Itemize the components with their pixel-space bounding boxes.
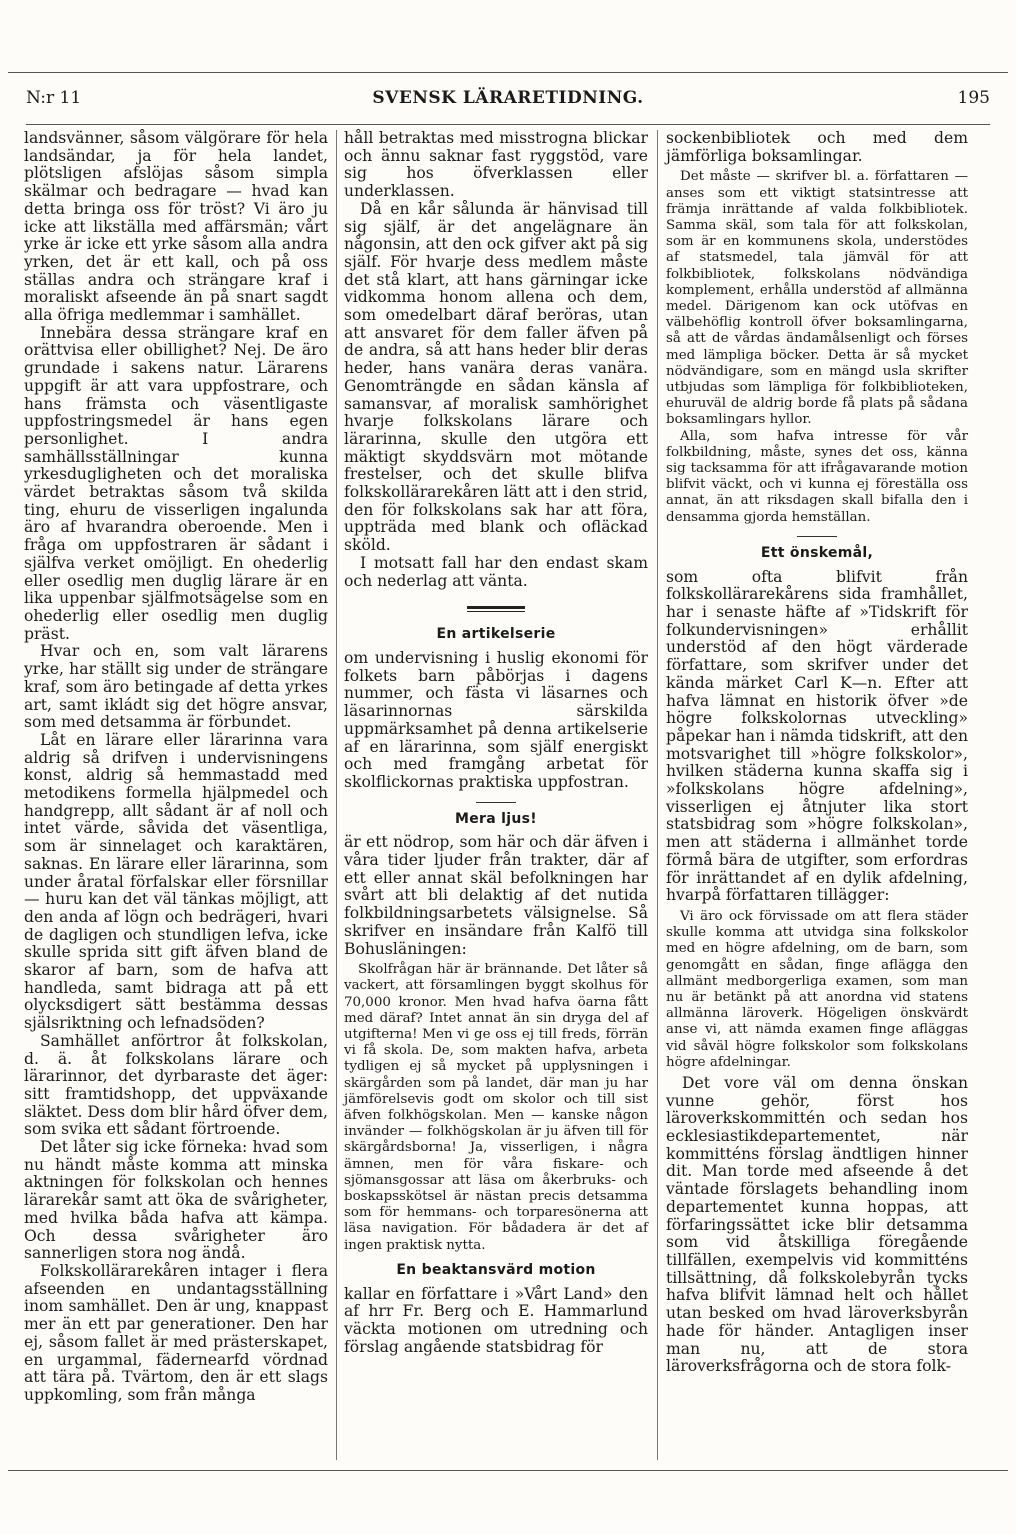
paragraph: Det vore väl om denna önskan vunne gehör, först hos läroverkskommittén och sedan hos ecklesiastikdepartementet, när kommitténs förslag ändtligen hinner dit. Man torde med afseende å det väntade förslagets behandling inom departementet kunna hoppas, att förfaringssättet icke blir detsamma som vid åtskilliga föregående tillfällen, exempelvis vid kommitténs tillsättning, då folkskolebyrån tycks hafva blifvit lämnad helt och hållet utan besked om hvad läroverksbyrån hade för händer. Antagligen inser man nu, att de stora läroverksfrågorna och de stora folk-: [666, 1073, 968, 1376]
quote-block: [666, 169, 968, 525]
page-header: [26, 88, 990, 114]
quote-block: [344, 962, 648, 1254]
article-series-text: om undervisning i huslig ekonomi för folkets barn påbörjas i dagens nummer, och fästa vi läsarnes och läsarinnornas särskilda uppmärksamhet på denna artikelserie af en lärarinna, som själf energiskt och med framgång arbetat för skolflickornas praktiska uppfostran.: [344, 648, 648, 791]
paragraph: Det låter sig icke förneka: hvad som nu händt måste komma att minska aktningen för folkskolan och hennes lärarekår samt att öka de svårigheter, med hvilka båda hafva att kämpa. Och dessa svårigheter äro sannerligen stora nog ändå.: [24, 1138, 328, 1263]
newspaper-title: SVENSK LÄRARETIDNING.: [372, 88, 644, 108]
paragraph: håll betraktas med misstrogna blickar och ännu saknar fast ryggstöd, vare sig hos öfverklassen eller underklassen.: [344, 129, 648, 201]
quote-text: Vi äro ock förvissade om att flera städer skulle komma att utvidga sina folkskolor med en högre afdelning, om de barn, som genomgått en sådan, finge aflägga den allmänt medborgerliga examen, som man nu är betänkt på att anordna vid statens allmänna läroverk. Högeligen önskvärdt anse vi, att nämda examen finge afläggas vid såväl högre folkskolor som folkskolans högre afdelningar.: [666, 908, 968, 1070]
paragraph: Samhället anförtror åt folkskolan, d. ä. åt folkskolans lärare och lärarinnor, det dyrbaraste det äger: sitt framtidshopp, det uppväxande släktet. Dess dom blir hård öfver dem, som svika ett sådant förtroende.: [24, 1031, 328, 1139]
motion-heading: En beaktansvärd motion: [396, 1261, 596, 1278]
page-number: 195: [957, 88, 990, 108]
column-1: [24, 130, 328, 1405]
paragraph: Låt en lärare eller lärarinna vara aldrig så drifven i undervisningens konst, aldrig så hemmastadd med metodikens formella hjälpmedel och handgrepp, allt sådant är af noll och intet värde, såvida det väsentliga, som är sinnelaget och karaktären, saknas. En lärare eller lärarinna, som under åratal förfalskar eller försnillar — huru kan det väl tänkas möjligt, att den anda af lögn och bedrägeri, hvari de dagligen och stundligen lefva, icke skulle sprida sitt gift äfven bland de skaror af barn, som de hafva att handleda, samt bidraga att på ett olycksdigert sätt bestämma dessas själsriktning och lefnadsöden?: [24, 730, 328, 1033]
quote-block: [666, 909, 968, 1071]
paragraph: Hvar och en, som valt lärarens yrke, har ställt sig under de strängare kraf, som äro betingade af detta yrkes art, samt ikládt sig det högre ansvar, som med detsamma är förbundet.: [24, 642, 328, 732]
column-divider: [657, 130, 658, 1460]
section-divider: [467, 606, 525, 612]
header-rule: [26, 124, 990, 125]
more-light-text: är ett nödrop, som här och där äfven i våra tider ljuder från trakter, där af ett eller annat skäl befolkningen har svårt att bli delaktig af det nutida folkbildningsarbetets välsignelse. Så skrifver en insändare från Kalfö till Bohusläningen:: [344, 833, 648, 958]
paragraph: sockenbibliotek och med dem jämförliga boksamlingar.: [666, 129, 968, 165]
column-3: [666, 130, 968, 1376]
article-series-heading: En artikelserie: [436, 626, 556, 643]
top-rule: [8, 72, 1008, 73]
quote-text: Skolfrågan här är brännande. Det låter så vackert, att församlingen byggt skolhus för 70,000 kronor. Men hvad hafva öarna fått med däraf? Intet annat än sin dryga del af utgifterna! Men vi ge oss ej till freds, förrän vi få skola. De, som makten hafva, arbeta tydligen ej så mycket på upplysningen i skärgården som på landet, där man ju har jämförelsevis godt om skolor och till sist äfven folkhögskolan. Men — kanske någon invänder — folkhögskolan är ju äfven till för skärgårdsborna! Ja, visserligen, i några ämnen, men för våra fiskare- och sjömansgossar att läsa om åkerbruks- och boskapsskötsel är nästan precis detsamma som för hemmans- och torparesönerna att läsa navigation. För bådadera är det af ingen praktisk nytta.: [344, 962, 648, 1253]
quote-text: Det måste — skrifver bl. a. författaren — anses som ett viktigt statsintresse att främja inrättande af valda folkbibliotek. Samma skäl, som tala för att folkskolan, som är en kommunens skola, understödes af statsmedel, tala jämväl för att folkbibliotek, folkskolans nödvändiga komplement, erhålla understöd af allmänna medel. Därigenom kan ock utöfvas en välbehöflig kontroll öfver boksamlingarna, så att de vårdas ändamålsenligt och förses med lämpliga böcker. Detta är så mycket nödvändigare, som en mängd usla skrifter utbjudas som lämpliga för folkbiblioteken, ehuruväl de aldrig borde få plats på sådana boksamlingars hyllor.: [666, 169, 968, 428]
issue-number: N:r 11: [26, 88, 82, 108]
paragraph: landsvänner, såsom välgörare för hela landsändar, ja för hela landet, plötsligen afslöjas såsom simpla skälmar och bedragare — hvad kan detta bringa oss för tröst? Vi äro ju icke att likställa med affärsmän; vårt yrke är icke ett yrke såsom alla andra yrken, det är ett kall, och på oss ställas andra och strängare kraf i moraliskt afseende än på snart sagdt alla öfriga medlemmar i samhället.: [24, 129, 328, 325]
paragraph: Då en kår sålunda är hänvisad till sig själf, är det angelägnare än någonsin, att den ock gifver akt på sig själf. För hvarje dess medlem måste det stå klart, att hans gärningar icke vidkomma honom allena och dem, som omedelbart däraf beröras, utan att ansvaret för dem faller äfven på de andra, så att hans heder blir deras heder, hans vanära deras vanära. Genomträngde en sådan känsla af samansvar, af moralisk samhörighet hvarje folkskolans lärare och lärarinna, skulle den utgöra ett mäktigt skyddsvärn mot mötande frestelser, och det skulle blifva folkskollärarekåren lätt att i den strid, den för folkskolans sak har att föra, uppträda med blank och ofläckad sköld.: [344, 199, 648, 555]
column-divider: [336, 130, 337, 1460]
paragraph: Folkskollärarekåren intager i flera afseenden en undantagsställning inom samhället. Den är ung, knappast mer än ett par generationer. Den har ej, såsom fallet är med prästerskapet, en urgammal, fädernearfd vördnad att tära på. Tvärtom, den är ett slags uppkomling, som från många: [24, 1262, 328, 1404]
more-light-heading: Mera ljus!: [455, 810, 537, 827]
paragraph: I motsatt fall har den endast skam och nederlag att vänta.: [344, 553, 648, 590]
bottom-rule: [8, 1470, 1008, 1471]
column-2: [344, 130, 648, 1356]
wish-heading: Ett önskemål,: [760, 544, 874, 561]
quote-text: Alla, som hafva intresse för vår folkbildning, måste, synes det oss, känna sig tacksamma för att ifrågavarande motion blifvit väckt, och vi kunna ej föreställa oss annat, än att riksdagen skall bifalla den i densamma gjorda hemställan.: [666, 428, 968, 525]
section-divider: [797, 536, 837, 537]
wish-text: som ofta blifvit från folkskollärarekårens sida framhållet, har i senaste häfte af »Tidskrift för folkundervisningen» erhållit understöd af den högt värderade författare, som skrifver under det kända märket Carl K—n. Efter att hafva lämnat en historik öfver »de högre folkskolornas utveckling» påpekar han i nämda tidskrift, att den motsvarighet till »högre folkskolor», hvilken städerna kunna skaffa sig i »folkskolans högre afdelning», visserligen ej åtnjuter lika stort statsbidrag som »högre folkskolan», men att städerna i allmänhet torde förmå bära de utgifter, som erfordras för inrättandet af en dylik afdelning, hvarpå författaren tillägger:: [666, 567, 968, 905]
motion-text: kallar en författare i »Vårt Land» den af hrr Fr. Berg och E. Hammarlund väckta motionen om utredning och förslag angående statsbidrag för: [344, 1284, 648, 1356]
paragraph: Innebära dessa strängare kraf en orättvisa eller obillighet? Nej. De äro grundade i sakens natur. Lärarens uppgift är att vara uppfostrare, och hans främsta och väsentligaste uppfostringsmedel är hans egen personlighet. I andra samhällsställningar kunna yrkesdugligheten och det moraliska värdet betraktas såsom två skilda ting, ehuru de visserligen ingalunda äro af hvarandra oberoende. Men i fråga om uppfostraren är sådant i själfva verket omöjligt. En ohederlig eller osedlig men duglig lärare är en lika uppenbar själfmotsägelse som en ohederlig eller osedlig men duglig präst.: [24, 323, 328, 643]
section-divider: [476, 802, 516, 803]
